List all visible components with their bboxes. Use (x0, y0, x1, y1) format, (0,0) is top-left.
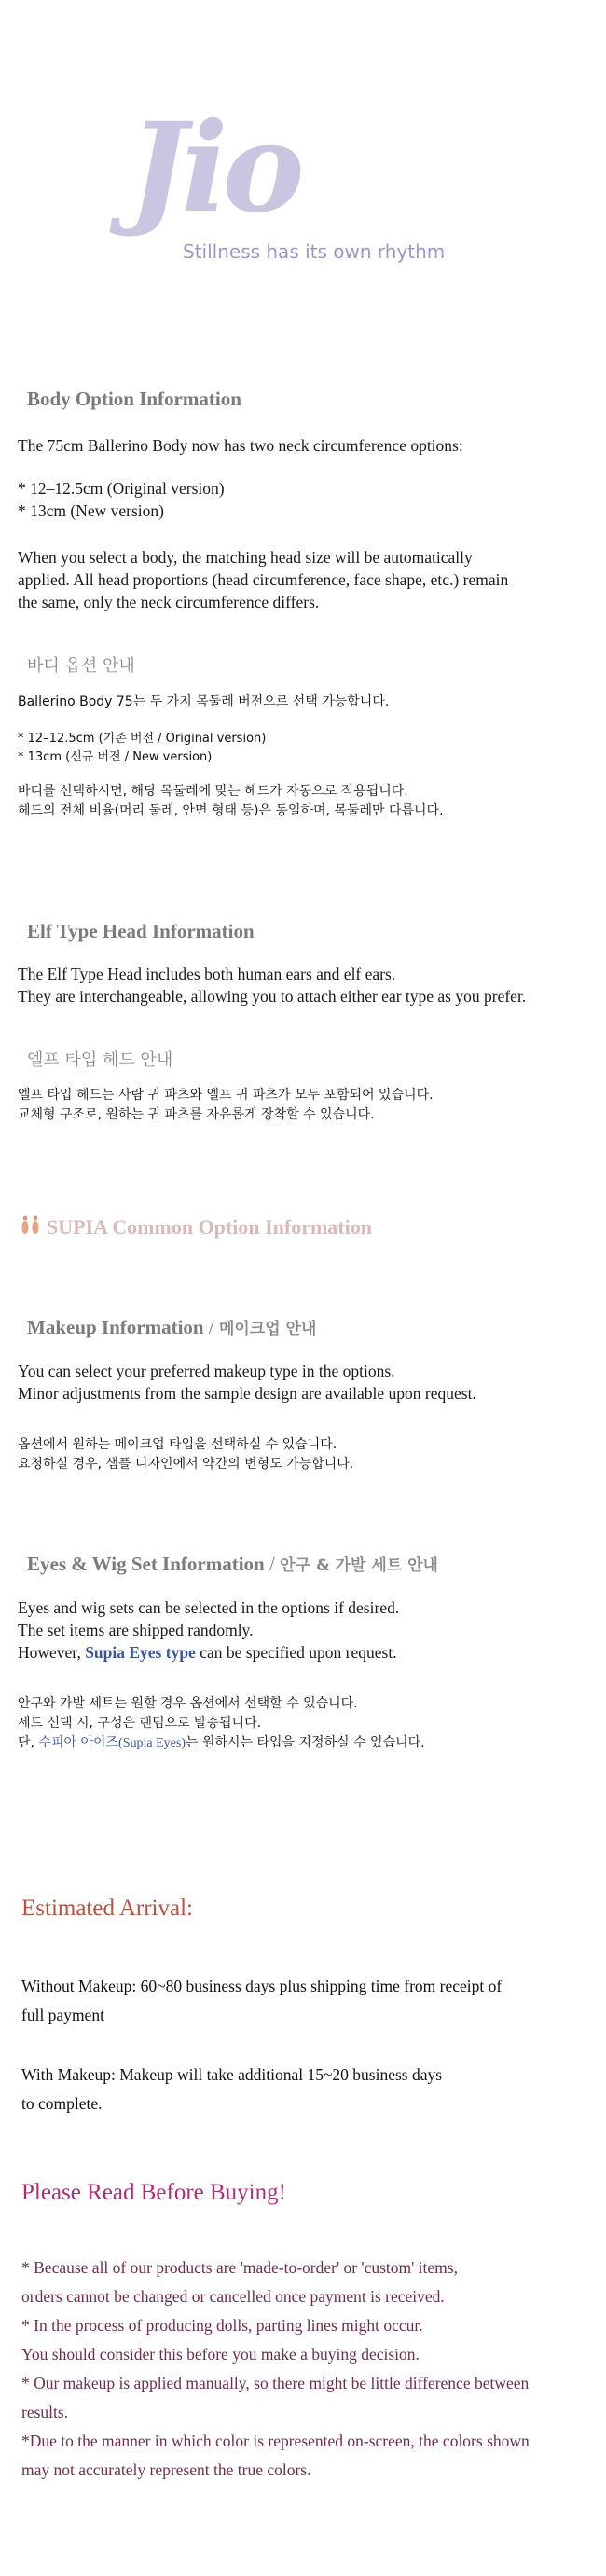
eyes-wig-title-row (27, 1552, 438, 1576)
notice-item-screen-colors: *Due to the manner in which color is represented on-screen, the colors shown may not accurately represent the true colors. (21, 2432, 530, 2479)
elf-head-title-ko: 엘프 타입 헤드 안내 (27, 1050, 173, 1070)
body-option-intro: The 75cm Ballerino Body now has two neck circumference options: (18, 436, 463, 455)
arrival-without-makeup: Without Makeup: 60~80 business days plus shipping time from receipt of full payment (21, 1977, 503, 2024)
arrival-title: Estimated Arrival: (21, 1896, 193, 1921)
supia-eyes-brand-en: (Supia Eyes) (118, 1736, 186, 1750)
body-option-title: Body Option Information (27, 388, 241, 410)
eyes-wig-ko-line3-post: 는 원하시는 타입을 지정하실 수 있습니다. (185, 1735, 425, 1750)
eyes-wig-title: Eyes & Wig Set Information (27, 1553, 265, 1575)
notice-item-made-to-order: * Because all of our products are 'made-to-order' or 'custom' items, orders cannot be changed or cancelled once payment is received. (21, 2258, 458, 2306)
body-option-note-ko-line1: 바디를 선택하시면, 해당 목둘레에 맞는 헤드가 자동으로 적용됩니다. (18, 784, 408, 799)
makeup-line2: Minor adjustments from the sample design are available upon request. (18, 1384, 476, 1403)
body-option-note-line3: the same, only the neck circumference differs. (18, 593, 320, 611)
body-option-note-ko-line2: 헤드의 전체 비율(머리 둘레, 안면 형태 등)은 동일하며, 목둘레만 다릅니다. (18, 803, 444, 818)
notice-item-parting-lines: * In the process of producing dolls, parting lines might occur. You should consider this before you make a buying decision. (21, 2316, 423, 2364)
brand-logo (129, 96, 446, 294)
makeup-ko-line1: 옵션에서 원하는 메이크업 타입을 선택하실 수 있습니다. (18, 1437, 337, 1452)
body-option-note-line1: When you select a body, the matching head size will be automatically (18, 548, 473, 567)
eyes-wig-ko-line1: 안구와 가발 세트는 원할 경우 옵션에서 선택할 수 있습니다. (18, 1696, 358, 1711)
body-option-item-original: * 12–12.5cm (Original version) (18, 479, 225, 498)
body-option-item-new-ko: * 13cm (신규 버전 / New version) (18, 750, 213, 764)
footprints-icon (19, 1214, 43, 1237)
makeup-ko-line2: 요청하실 경우, 샘플 디자인에서 약간의 변형도 가능합니다. (18, 1457, 354, 1472)
body-option-item-new: * 13cm (New version) (18, 501, 164, 520)
elf-head-line1: The Elf Type Head includes both human ears and elf ears. (18, 965, 396, 983)
elf-head-ko-line2: 교체형 구조로, 원하는 귀 파츠를 자유롭게 장착할 수 있습니다. (18, 1107, 375, 1122)
makeup-title-ko: 메이크업 안내 (218, 1320, 317, 1338)
common-option-label: SUPIA Common Option Information (47, 1215, 372, 1239)
body-option-title-ko: 바디 옵션 안내 (27, 656, 135, 676)
body-option-note-line2: applied. All head proportions (head circumference, face shape, etc.) remain (18, 570, 509, 589)
makeup-title-row (27, 1315, 316, 1339)
title-separator: / (203, 1316, 219, 1338)
eyes-wig-ko-line2: 세트 선택 시, 구성은 랜덤으로 발송됩니다. (18, 1716, 262, 1731)
makeup-title: Makeup Information (27, 1316, 204, 1338)
notice-item-manual-makeup: * Our makeup is applied manually, so there might be little difference between results. (21, 2374, 530, 2421)
arrival-with-makeup: With Makeup: Makeup will take additional 15~20 business days to complete. (21, 2065, 443, 2113)
eyes-wig-line3 (18, 1641, 397, 1664)
eyes-wig-line3-post: can be specified upon request. (195, 1643, 397, 1662)
body-option-intro-ko: Ballerino Body 75는 두 가지 목둘레 버전으로 선택 가능합니다. (18, 694, 390, 709)
eyes-wig-line1: Eyes and wig sets can be selected in the options if desired. (18, 1598, 400, 1617)
elf-head-line2: They are interchangeable, allowing you to attach either ear type as you prefer. (18, 987, 527, 1006)
logo-wordmark: Jio (129, 96, 299, 240)
supia-eyes-brand-ko: 수피아 아이즈 (38, 1735, 119, 1750)
makeup-line1: You can select your preferred makeup type in the options. (18, 1362, 395, 1380)
eyes-wig-ko-line3-pre: 단, (18, 1735, 39, 1750)
body-option-item-original-ko: * 12–12.5cm (기존 버전 / Original version) (18, 732, 267, 746)
eyes-wig-ko-line3 (18, 1733, 425, 1753)
elf-head-title: Elf Type Head Information (27, 920, 255, 942)
eyes-wig-title-ko: 안구 & 가발 세트 안내 (280, 1556, 438, 1575)
supia-eyes-brand: Supia Eyes type (85, 1643, 196, 1662)
elf-head-ko-line1: 엘프 타입 헤드는 사람 귀 파츠와 엘프 귀 파츠가 모두 포함되어 있습니다. (18, 1088, 434, 1103)
eyes-wig-line2: The set items are shipped randomly. (18, 1621, 254, 1639)
eyes-wig-line3-pre: However, (18, 1643, 86, 1662)
notice-title: Please Read Before Buying! (21, 2180, 286, 2205)
title-separator: / (264, 1553, 281, 1575)
logo-tagline: Stillness has its own rhythm (183, 240, 446, 263)
common-option-title (19, 1214, 372, 1240)
